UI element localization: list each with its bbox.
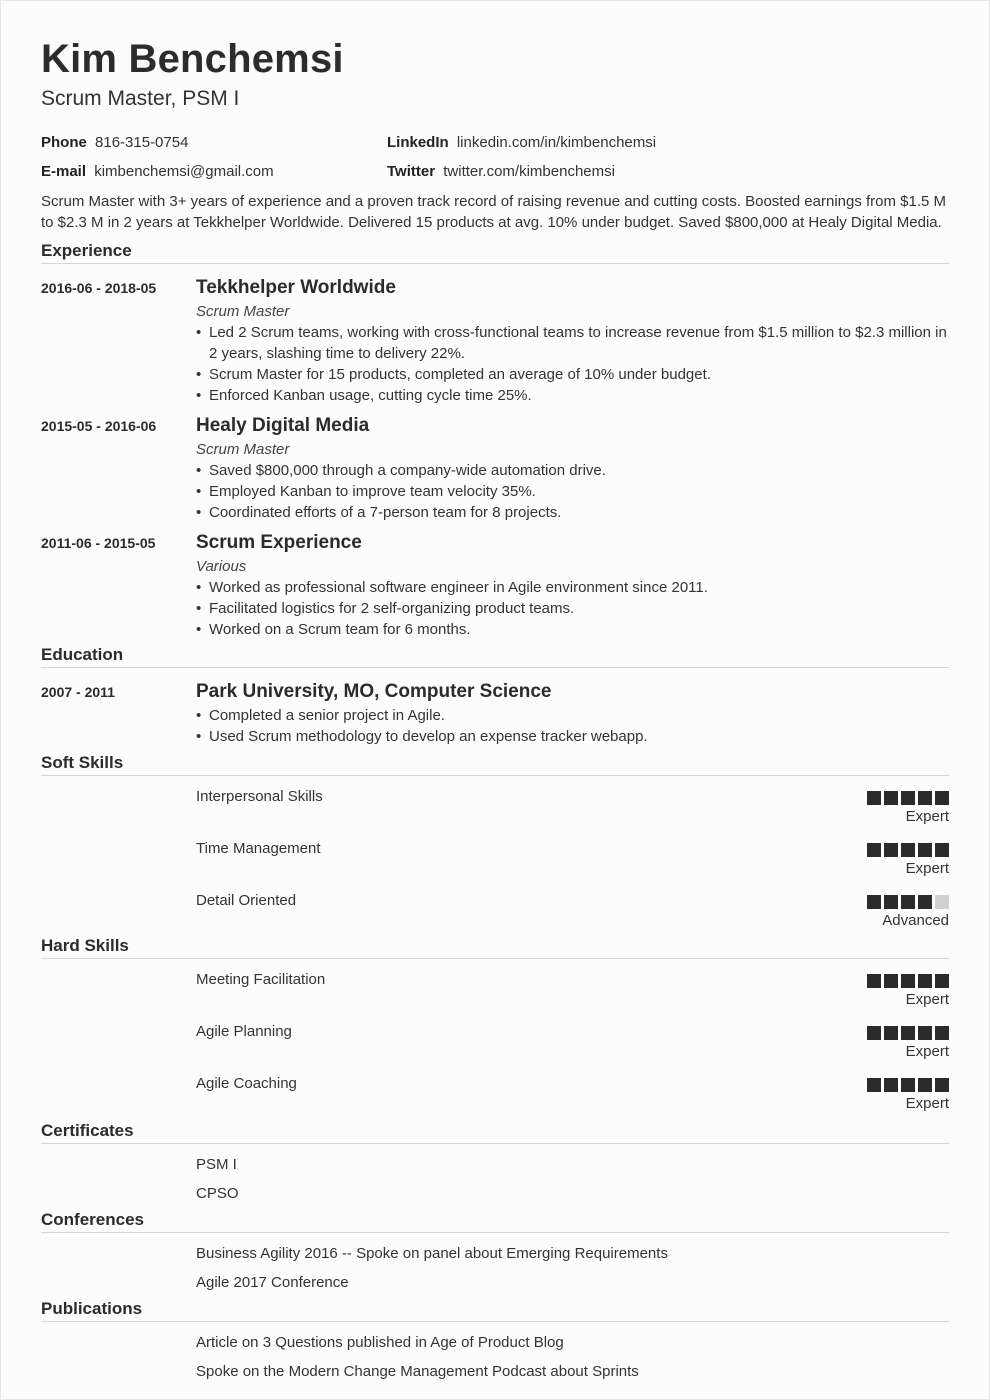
rating-square-filled [918,1078,932,1092]
section-title: Conferences [41,1209,949,1233]
skill-rating [867,880,949,932]
rating-square-filled [884,895,898,909]
entry-organization: Scrum Experience [196,532,362,553]
experience-section [41,240,949,640]
entry-bullets [196,322,949,406]
skill-level: Expert [905,1043,949,1060]
skill-rating [867,959,949,1011]
skill-row [41,776,949,828]
rating-square-filled [867,1026,881,1040]
rating-square-filled [884,791,898,805]
entry-bullets [196,705,949,747]
rating-dots [867,895,949,909]
section-title: Experience [41,240,949,264]
rating-square-filled [935,1078,949,1092]
entry-date: 2011-06 - 2015-05 [41,535,156,551]
entry-role: Scrum Master [196,303,290,320]
rating-square-empty [935,895,949,909]
skill-level: Expert [905,991,949,1008]
rating-square-filled [901,1078,915,1092]
certificate-item: CPSO [196,1185,239,1202]
rating-square-filled [918,1026,932,1040]
entry-date: 2015-05 - 2016-06 [41,418,157,434]
rating-square-filled [901,895,915,909]
contact-label: LinkedIn [387,134,449,151]
section-title: Certificates [41,1120,949,1144]
skill-row [41,880,949,932]
rating-square-filled [935,791,949,805]
entry-organization: Healy Digital Media [196,415,370,436]
rating-square-filled [918,843,932,857]
conference-item: Agile 2017 Conference [196,1274,349,1291]
skill-rating [867,1063,949,1115]
skill-level: Expert [905,808,949,825]
rating-square-filled [901,843,915,857]
contact-value: linkedin.com/in/kimbenchemsi [456,134,657,151]
rating-square-filled [918,791,932,805]
entry-role: Scrum Master [196,441,290,458]
rating-square-filled [867,843,881,857]
contact-email [41,161,387,182]
rating-square-filled [884,843,898,857]
entry-organization: Park University, MO, Computer Science [196,681,552,702]
conference-item: Business Agility 2016 -- Spoke on panel about Emerging Requirements [196,1245,668,1262]
bullet-item: • Saved $800,000 through a company-wide automation drive. [196,460,949,481]
bullet-item: • Led 2 Scrum teams, working with cross-functional teams to increase revenue from $1.5 million to $2.3 million in 2 years, slashing time to delivery 22%. [196,322,949,364]
experience-entry [41,275,949,406]
bullet-item: • Completed a senior project in Agile. [196,705,949,726]
rating-dots [867,843,949,857]
rating-square-filled [935,1026,949,1040]
education-section [41,644,949,747]
bullet-item: • Employed Kanban to improve team velocity 35%. [196,481,949,502]
contact-label: E-mail [41,163,87,180]
contact-label: Phone [41,134,87,151]
skill-name: Meeting Facilitation [196,971,326,988]
skill-row [41,828,949,880]
candidate-headline: Scrum Master, PSM I [41,87,240,110]
conferences-section [41,1209,949,1293]
rating-square-filled [901,1026,915,1040]
section-title: Hard Skills [41,935,949,959]
skill-name: Agile Planning [196,1023,292,1040]
certificates-section [41,1120,949,1204]
rating-square-filled [884,974,898,988]
bullet-item: • Worked as professional software engineer in Agile environment since 2011. [196,577,949,598]
skill-level: Advanced [882,912,949,929]
contact-info [41,132,949,182]
section-title: Publications [41,1298,949,1322]
rating-dots [867,974,949,988]
rating-square-filled [867,791,881,805]
experience-entry [41,413,949,523]
rating-dots [867,791,949,805]
hard-skills-section [41,935,949,1115]
skill-name: Interpersonal Skills [196,788,323,805]
section-title: Soft Skills [41,752,949,776]
skill-level: Expert [905,860,949,877]
bullet-item: • Worked on a Scrum team for 6 months. [196,619,949,640]
publication-item: Article on 3 Questions published in Age of Product Blog [196,1334,564,1351]
professional-summary: Scrum Master with 3+ years of experience and a proven track record of raising revenue and cutting costs. Boosted earnings from $1.5 M to $2.3 M in 2 years at Tekkhelper Worldwide. Delivered 15 products at avg. 10% under budget. Saved $800,000 at Healy Digital Media. [41,193,947,231]
skill-rating [867,1011,949,1063]
skill-rating [867,828,949,880]
rating-square-filled [867,895,881,909]
entry-bullets [196,577,949,640]
certificate-item: PSM I [196,1156,237,1173]
contact-value: twitter.com/kimbenchemsi [443,163,615,180]
rating-square-filled [935,974,949,988]
rating-square-filled [867,1078,881,1092]
bullet-item: • Facilitated logistics for 2 self-organizing product teams. [196,598,949,619]
entry-bullets [196,460,949,523]
contact-label: Twitter [387,163,436,180]
entry-date: 2016-06 - 2018-05 [41,280,157,296]
contact-phone [41,132,387,153]
skill-name: Detail Oriented [196,892,297,909]
rating-square-filled [901,974,915,988]
bullet-item: • Enforced Kanban usage, cutting cycle time 25%. [196,385,949,406]
rating-square-filled [901,791,915,805]
section-title: Education [41,644,949,668]
rating-dots [867,1026,949,1040]
contact-linkedin [387,132,787,153]
bullet-item: • Scrum Master for 15 products, completed an average of 10% under budget. [196,364,949,385]
skill-rating [867,776,949,828]
rating-square-filled [884,1078,898,1092]
rating-square-filled [884,1026,898,1040]
contact-value: 816-315-0754 [95,134,189,151]
rating-square-filled [918,974,932,988]
publication-item: Spoke on the Modern Change Management Podcast about Sprints [196,1363,639,1380]
rating-square-filled [935,843,949,857]
rating-dots [867,1078,949,1092]
rating-square-filled [918,895,932,909]
contact-value: kimbenchemsi@gmail.com [94,163,274,180]
candidate-name: Kim Benchemsi [41,37,344,81]
skill-level: Expert [905,1095,949,1112]
entry-date: 2007 - 2011 [41,684,115,700]
contact-twitter [387,161,787,182]
bullet-item: • Coordinated efforts of a 7-person team for 8 projects. [196,502,949,523]
skill-name: Agile Coaching [196,1075,297,1092]
skill-row [41,1011,949,1063]
experience-entry [41,530,949,640]
soft-skills-section [41,752,949,932]
bullet-item: • Used Scrum methodology to develop an expense tracker webapp. [196,726,949,747]
skill-row [41,959,949,1011]
rating-square-filled [867,974,881,988]
entry-role: Various [196,558,247,575]
skill-name: Time Management [196,840,321,857]
education-entry [41,679,949,747]
skill-row [41,1063,949,1115]
publications-section [41,1298,949,1382]
entry-organization: Tekkhelper Worldwide [196,277,396,298]
